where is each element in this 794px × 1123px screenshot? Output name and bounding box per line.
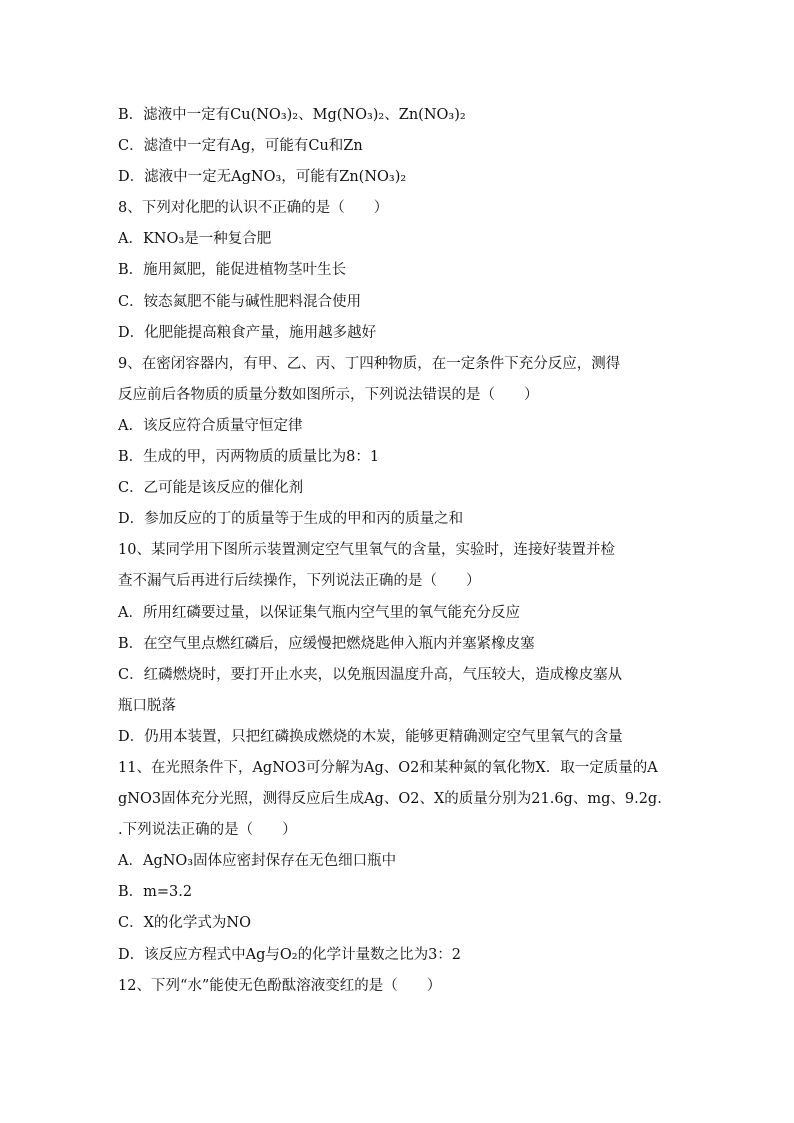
- option-b-q7: B．滤液中一定有Cu(NO₃)₂、Mg(NO₃)₂、Zn(NO₃)₂: [118, 107, 466, 123]
- document-page: [118, 100, 698, 1002]
- option-b-q9: B．生成的甲，丙两物质的质量比为8：1: [118, 449, 380, 466]
- question-11-line-1: 11、在光照条件下，AgNO3可分解为Ag、O2和某种氮的氧化物X．取一定质量的A: [118, 759, 658, 776]
- question-12: 12、下列“水”能使无色酚酞溶液变红的是（ ）: [118, 977, 442, 994]
- option-d-q10: D．仍用本装置，只把红磷换成燃烧的木炭，能够更精确测定空气里氧气的含量: [118, 728, 623, 745]
- option-c-q8: C．铵态氮肥不能与碱性肥料混合使用: [118, 293, 362, 310]
- option-b-q10: B．在空气里点燃红磷后，应缓慢把燃烧匙伸入瓶内并塞紧橡皮塞: [118, 635, 535, 652]
- option-c-q11: C．X的化学式为NO: [118, 915, 251, 932]
- option-c-q9: C．乙可能是该反应的催化剂: [118, 480, 304, 497]
- option-b-q8: B．施用氮肥，能促进植物茎叶生长: [118, 262, 347, 279]
- option-c-q10-line-1: C．红磷燃烧时，要打开止水夹，以免瓶因温度升高，气压较大，造成橡皮塞从: [118, 666, 623, 683]
- option-d-q7: D．滤液中一定无AgNO₃，可能有Zn(NO₃)₂: [118, 169, 407, 186]
- option-a-q8: A．KNO₃是一种复合肥: [118, 231, 272, 248]
- option-a-q9: A．该反应符合质量守恒定律: [118, 417, 303, 434]
- question-9-line-1: 9、在密闭容器内，有甲、乙、丙、丁四种物质，在一定条件下充分反应，测得: [118, 355, 621, 372]
- question-10-line-2: 查不漏气后再进行后续操作，下列说法正确的是（ ）: [118, 573, 481, 590]
- question-11-line-3: .下列说法正确的是（ ）: [118, 822, 297, 839]
- option-a-q11: A．AgNO₃固体应密封保存在无色细口瓶中: [118, 853, 397, 870]
- option-c-q10-line-2: 瓶口脱落: [118, 697, 176, 714]
- option-c-q7: C．滤渣中一定有Ag，可能有Cu和Zn: [118, 138, 363, 155]
- question-10-line-1: 10、某同学用下图所示装置测定空气里氧气的含量，实验时，连接好装置并检: [118, 542, 615, 559]
- question-8: 8、下列对化肥的认识不正确的是（ ）: [118, 200, 389, 217]
- option-d-q11: D．该反应方程式中Ag与O₂的化学计量数之比为3：2: [118, 946, 462, 963]
- option-a-q10: A．所用红磷要过量，以保证集气瓶内空气里的氧气能充分反应: [118, 604, 520, 621]
- option-d-q8: D．化肥能提高粮食产量，施用越多越好: [118, 324, 377, 341]
- question-11-line-2: gNO3固体充分光照，测得反应后生成Ag、O2、X的质量分别为21.6g、mg、9.2g.: [118, 791, 662, 808]
- option-b-q11: B．m=3.2: [118, 884, 193, 901]
- option-d-q9: D．参加反应的丁的质量等于生成的甲和丙的质量之和: [118, 511, 464, 528]
- question-9-line-2: 反应前后各物质的质量分数如图所示，下列说法错误的是（ ）: [118, 386, 539, 403]
